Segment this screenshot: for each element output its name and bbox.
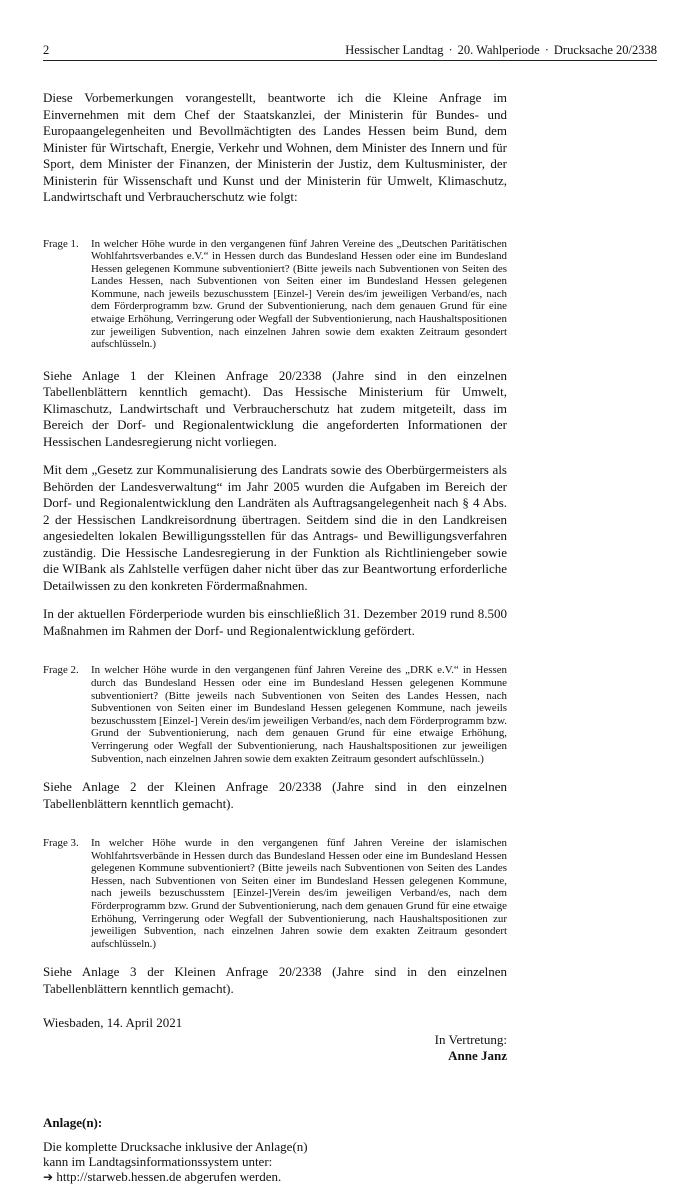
answer-1-paragraph-3: In der aktuellen Förderperiode wurden bis einschließlich 31. Dezember 2019 rund 8.500 Maßnahmen im Rahmen der Dorf- und Regionalentwicklung gefördert. xyxy=(43,606,507,638)
signature-name: Anne Janz xyxy=(448,1048,507,1064)
page-header xyxy=(43,42,657,61)
legislative-period: 20. Wahlperiode xyxy=(457,43,540,57)
answer-2-paragraph: Siehe Anlage 2 der Kleinen Anfrage 20/2338 (Jahre sind in den einzelnen Tabellenblättern kenntlich gemacht). xyxy=(43,779,507,811)
signature-block xyxy=(43,1032,507,1065)
question-text: In welcher Höhe wurde in den vergangenen fünf Jahren Vereine der islamischen Wohlfahrtsverbände in Hessen durch das Bundesland Hessen oder eine im Bundesland Hessen gelegenen Kommune subventioniert? (Bitte jeweils nach Subventionen von Seiten des Landes Hessen, nach Subventionen von Seiten einer im Bundesland Hessen gelegenen Kommune, nach jeweils bezuschusstem [Einzel-]Verein des/im jeweiligen Verband/es, nach dem Förderprogramm bzw. Grund der Subventionierung, nach dem genauen Grund für eine etwaige Erhöhung, Verringerung oder Wegfall der Subventionierung, nach Haushaltspositionen zur jeweiligen Subvention, nach einzelnen Jahren sowie dem exakten Zeitraum gesondert aufschlüsseln.) xyxy=(91,837,507,950)
parliament-name: Hessischer Landtag xyxy=(345,43,444,57)
starweb-link[interactable]: http://starweb.hessen.de xyxy=(56,1169,182,1185)
header-separator: · xyxy=(544,43,549,57)
attachment-line-1: Die komplette Drucksache inklusive der Anlage(n) xyxy=(43,1139,308,1155)
header-separator: · xyxy=(448,43,453,57)
attachment-section xyxy=(43,1115,507,1185)
question-3 xyxy=(43,837,507,950)
attachment-line-2: kann im Landtagsinformationssystem unter: xyxy=(43,1154,273,1170)
document-body xyxy=(43,90,507,1185)
question-1 xyxy=(43,238,507,351)
answer-3-paragraph: Siehe Anlage 3 der Kleinen Anfrage 20/2338 (Jahre sind in den einzelnen Tabellenblättern kenntlich gemacht). xyxy=(43,964,507,996)
question-label: Frage 2. xyxy=(43,664,79,677)
question-label: Frage 3. xyxy=(43,837,79,850)
question-text: In welcher Höhe wurde in den vergangenen fünf Jahren Vereine des „DRK e.V.“ in Hessen durch das Bundesland Hessen oder eine im Bundesland Hessen gelegenen Kommune subventioniert? (Bitte jeweils nach Subventionen von Seiten des Landes Hessen, nach Subventionen von Seiten einer im Bundesland Hessen gelegenen Kommune, nach jeweils bezuschusstem [Einzel-] Verein des/im jeweiligen Verband/es, nach dem Förderprogramm bzw. Grund der Subventionierung, nach dem genauen Grund für eine etwaige Erhöhung, Verringerung oder Wegfall der Subventionierung, nach Haushaltspositionen zur jeweiligen Subvention, nach einzelnen Jahren sowie dem exakten Zeitraum gesondert aufschlüsseln.) xyxy=(91,664,507,765)
signature-role: In Vertretung: xyxy=(434,1031,507,1047)
attachment-title: Anlage(n): xyxy=(43,1114,103,1130)
right-arrow-icon: ➔ xyxy=(43,1170,54,1185)
page-number: 2 xyxy=(43,43,50,57)
link-suffix: abgerufen werden. xyxy=(184,1169,282,1185)
question-text: In welcher Höhe wurde in den vergangenen fünf Jahren Vereine des „Deutschen Paritätischen Wohlfahrtsverbandes e.V.“ in Hessen durch das Bundesland Hessen oder eine im Bundesland Hessen gelegenen Kommune subventioniert? (Bitte jeweils nach Subventionen von Seiten des Landes Hessen, nach Subventionen von Seiten einer im Bundesland Hessen gelegenen Kommune, nach jeweils bezuschusstem [Einzel-] Verein des/im jeweiligen Verband/es, nach dem Förderprogramm bzw. Grund der Subventionierung, nach dem genauen Grund für eine etwaige Erhöhung, Verringerung oder Wegfall der Subventionierung, nach Haushaltspositionen zur jeweiligen Subvention, nach einzelnen Jahren sowie dem exakten Zeitraum gesondert aufschlüsseln.) xyxy=(91,237,507,351)
header-info xyxy=(345,43,657,58)
drucksache-number: Drucksache 20/2338 xyxy=(553,43,657,57)
question-label: Frage 1. xyxy=(43,237,79,250)
answer-1-paragraph-1: Siehe Anlage 1 der Kleinen Anfrage 20/2338 (Jahre sind in den einzelnen Tabellenblättern kenntlich gemacht). Das Hessische Ministerium für Umwelt, Klimaschutz, Landwirtschaft und Verbraucherschutz hat zudem mitgeteilt, dass im Bereich der Dorf- und Regionalentwicklung die angeforderten Informationen der Hessischen Landesregierung nicht vorliegen. xyxy=(43,367,507,449)
place-date: Wiesbaden, 14. April 2021 xyxy=(43,1015,183,1031)
intro-paragraph: Diese Vorbemerkungen vorangestellt, beantworte ich die Kleine Anfrage im Einvernehmen mit dem Chef der Staatskanzlei, der Ministerin für Bundes- und Europaangelegenheiten und Bevollmächtigten des Landes Hessen beim Bund, dem Minister für Wirtschaft, Energie, Verkehr und Wohnen, dem Minister des Innern und für Sport, dem Minister der Finanzen, der Ministerin der Justiz, dem Kultusminister, der Ministerin für Wissenschaft und Kunst und der Ministerin für Umwelt, Klimaschutz, Landwirtschaft und Verbraucherschutz wie folgt: xyxy=(43,90,507,204)
attachment-link-line xyxy=(43,1169,507,1185)
question-2 xyxy=(43,664,507,765)
answer-1-paragraph-2: Mit dem „Gesetz zur Kommunalisierung des Landrats sowie des Oberbürgermeisters als Behörden der Landesverwaltung“ im Jahr 2005 wurden die Aufgaben im Bereich der Dorf- und Regionalentwicklung den Landräten als Auftragsangelegenheit nach § 4 Abs. 2 der Hessischen Landkreisordnung übertragen. Seitdem sind die in den Landkreisen angesiedelten lokalen Bewilligungsstellen für das Antrags- und Bewilligungsverfahren zuständig. Die Hessische Landesregierung in der Funktion als Richtliniengeber sowie die WIBank als Zahlstelle verfügen daher nicht über das zur Beantwortung erforderliche Detailwissen zu den konkreten Fördermaßnahmen. xyxy=(43,462,507,593)
